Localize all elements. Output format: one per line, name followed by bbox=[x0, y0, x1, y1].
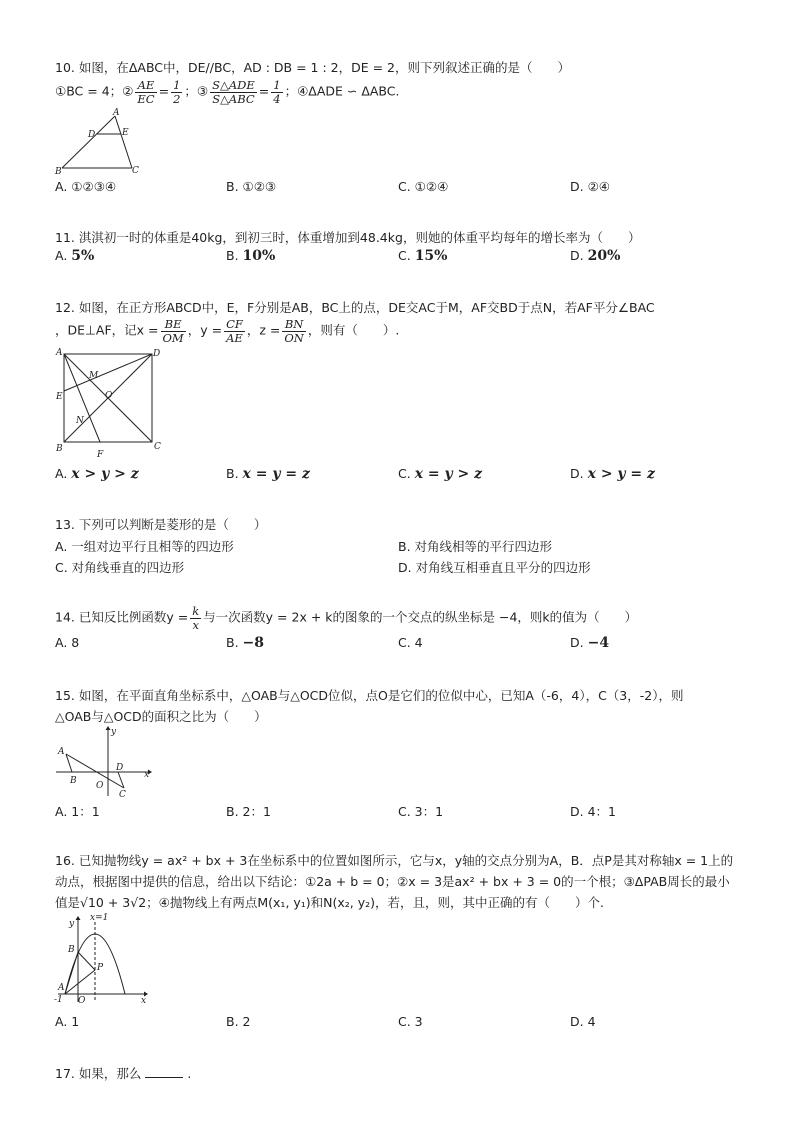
q15-segment-cd bbox=[118, 772, 124, 788]
q12-label-n: N bbox=[76, 416, 84, 426]
q14-option-b-label: B. bbox=[226, 635, 239, 650]
q10-frac3-num: S△ADE bbox=[212, 78, 255, 92]
q10-s2: = bbox=[158, 83, 170, 99]
q10-option-c[interactable]: C. ①②④ bbox=[398, 179, 449, 194]
q16-label-p: P bbox=[97, 963, 104, 973]
q15-label-d: D bbox=[116, 763, 124, 773]
q11-option-c-value: 15% bbox=[414, 248, 448, 264]
q12-s1: ，DE⊥AF，记x = bbox=[55, 322, 159, 338]
q10-s4: = bbox=[258, 83, 270, 99]
q12-label-e: E bbox=[56, 392, 63, 402]
q15-label-y: y bbox=[111, 727, 117, 737]
q13-option-a[interactable]: A. 一组对边平行且相等的四边形 bbox=[55, 539, 234, 554]
q15-option-d[interactable]: D. 4：1 bbox=[570, 804, 616, 819]
q11-option-c[interactable] bbox=[398, 248, 447, 264]
q12-option-a-label: A. bbox=[55, 466, 68, 481]
q16-label-b: B bbox=[68, 945, 75, 955]
q11-option-b-label: B. bbox=[226, 248, 239, 263]
q13-stem: 13. 下列可以判断是菱形的是（ ） bbox=[55, 517, 267, 532]
q16-stem-line3: 值是√10 + 3√2；④抛物线上有两点M(x₁, y₁)和N(x₂, y₂)，若，且，则，其中正确的有（ ）个. bbox=[55, 895, 605, 910]
q12-s2: ，y = bbox=[187, 322, 223, 338]
q11-option-b-value: 10% bbox=[242, 248, 276, 264]
q13-option-b[interactable]: B. 对角线相等的平行四边形 bbox=[398, 539, 553, 554]
q16-y-axis-arrow bbox=[76, 916, 81, 920]
q16-segment-ap bbox=[65, 970, 95, 994]
q10-frac2 bbox=[171, 79, 182, 105]
q14-option-b[interactable] bbox=[226, 635, 264, 651]
q14-option-a[interactable] bbox=[55, 635, 79, 650]
q12-stem: 12. 如图，在正方形ABCD中，E，F分别是AB，BC上的点，DE交AC于M，AF交BD于点N，若AF平分∠BAC bbox=[55, 300, 655, 315]
q10-statements bbox=[55, 79, 400, 105]
q10-label-a: A bbox=[113, 108, 120, 118]
q11-option-d-label: D. bbox=[570, 248, 584, 263]
q12-label-a: A bbox=[56, 348, 63, 358]
q13-option-d[interactable]: D. 对角线互相垂直且平分的四边形 bbox=[398, 560, 591, 575]
q12-option-d-label: D. bbox=[570, 466, 584, 481]
q11-option-d[interactable] bbox=[570, 248, 620, 264]
q17-stem bbox=[55, 1064, 191, 1082]
q16-label-a: A bbox=[58, 983, 65, 993]
q12-option-c-label: C. bbox=[398, 466, 411, 481]
q12-option-c-value: x = y > z bbox=[414, 466, 483, 482]
q11-stem: 11. 淇淇初一时的体重是40kg，到初三时，体重增加到48.4kg，则她的体重平均每年的增长率为（ ） bbox=[55, 230, 641, 245]
q14-s2: 与一次函数y = 2x + k的图象的一个交点的纵坐标是 −4，则k的值为（ ） bbox=[203, 609, 638, 625]
q12-frac-y-den: AE bbox=[226, 330, 243, 345]
q10-frac2-num: 1 bbox=[173, 78, 181, 92]
q14-option-b-value: −8 bbox=[242, 635, 265, 651]
q14-s1: 14. 已知反比例函数y = bbox=[55, 609, 189, 625]
q11-option-a-value: 5% bbox=[71, 248, 95, 264]
q15-option-b[interactable]: B. 2：1 bbox=[226, 804, 271, 819]
q14-option-d-label: D. bbox=[570, 635, 584, 650]
q15-label-x: x bbox=[144, 770, 150, 780]
q10-frac2-den: 2 bbox=[173, 91, 181, 106]
q12-label-d: D bbox=[153, 349, 161, 359]
q17-answer-blank[interactable] bbox=[145, 1067, 183, 1078]
q12-option-b-label: B. bbox=[226, 466, 239, 481]
q10-frac1 bbox=[135, 79, 156, 105]
q16-label-y: y bbox=[69, 919, 75, 929]
q10-s3: ；③ bbox=[184, 83, 209, 99]
q10-label-c: C bbox=[132, 166, 139, 176]
q11-option-b[interactable] bbox=[226, 248, 275, 264]
q10-frac1-num: AE bbox=[135, 79, 156, 93]
q12-frac-x-num: BE bbox=[161, 318, 186, 332]
q12-option-d[interactable] bbox=[570, 466, 655, 482]
q16-label-x1: x=1 bbox=[90, 913, 109, 923]
q12-option-c[interactable] bbox=[398, 466, 482, 482]
q12-frac-x-den: OM bbox=[162, 330, 184, 345]
q16-segment-ab bbox=[65, 952, 78, 994]
q15-coordinate-figure bbox=[52, 724, 156, 800]
q16-label-o: O bbox=[78, 996, 86, 1006]
q14-option-a-label: A. 8 bbox=[55, 635, 80, 650]
q10-label-e: E bbox=[122, 128, 129, 138]
q13-option-c[interactable]: C. 对角线垂直的四边形 bbox=[55, 560, 185, 575]
q12-square-figure bbox=[52, 345, 164, 463]
q14-stem bbox=[55, 605, 637, 631]
q10-s5: ；④ΔADE ∽ ΔABC. bbox=[284, 83, 400, 99]
q10-side-ac bbox=[115, 116, 132, 168]
q16-stem-line1: 16. 已知抛物线y = ax² + bx + 3在坐标系中的位置如图所示，它与x，y轴的交点分别为A，B．点P是其对称轴x = 1上的 bbox=[55, 853, 734, 868]
q12-label-f: F bbox=[97, 450, 104, 460]
q12-frac-z-den: ON bbox=[284, 330, 304, 345]
q12-s4: ，则有（ ）. bbox=[307, 322, 400, 338]
q10-triangle-figure bbox=[52, 106, 152, 178]
q12-frac-y bbox=[224, 318, 245, 344]
q15-y-axis-arrow bbox=[106, 726, 111, 730]
q16-segment-bp bbox=[78, 952, 95, 970]
q10-frac3 bbox=[210, 79, 257, 105]
q12-frac-z bbox=[282, 318, 306, 344]
q12-label-b: B bbox=[56, 444, 63, 454]
q15-option-c[interactable]: C. 3：1 bbox=[398, 804, 444, 819]
q12-segment-af bbox=[64, 354, 100, 442]
q15-option-a[interactable]: A. 1：1 bbox=[55, 804, 100, 819]
q11-option-d-value: 20% bbox=[587, 248, 621, 264]
q11-option-a[interactable] bbox=[55, 248, 94, 264]
q12-frac-x bbox=[161, 318, 186, 344]
q10-option-b[interactable]: B. ①②③ bbox=[226, 179, 277, 194]
q12-frac-y-num: CF bbox=[226, 317, 243, 331]
q16-option-b[interactable]: B. 2 bbox=[226, 1014, 251, 1029]
q12-option-a-value: x > y > z bbox=[71, 466, 139, 482]
q16-option-d[interactable]: D. 4 bbox=[570, 1014, 596, 1029]
q12-option-a[interactable] bbox=[55, 466, 139, 482]
q14-option-d-value: −4 bbox=[587, 635, 610, 651]
q15-stem-line1: 15. 如图，在平面直角坐标系中，△OAB与△OCD位似，点O是它们的位似中心，已知A（-6，4），C（3，-2），则 bbox=[55, 688, 684, 703]
q16-parabola-figure bbox=[52, 908, 156, 1006]
q11-option-a-label: A. bbox=[55, 248, 68, 263]
q10-frac1-den: EC bbox=[137, 91, 155, 106]
q10-frac4-den: 4 bbox=[273, 91, 281, 106]
q16-label-minus1: -1 bbox=[54, 995, 63, 1005]
q12-s3: ，z = bbox=[246, 322, 281, 338]
q10-label-d: D bbox=[88, 130, 96, 140]
q16-stem-line2: 动点，根据图中提供的信息，给出以下结论：①2a + b = 0；②x = 3是ax² + bx + 3 = 0的一个根；③ΔPAB周长的最小 bbox=[55, 874, 730, 889]
q12-label-o: O bbox=[105, 391, 113, 401]
q12-frac-z-num: BN bbox=[282, 318, 306, 332]
q17-s1: 17. 如果，那么 bbox=[55, 1066, 142, 1081]
q10-stem: 10. 如图，在ΔABC中，DE//BC，AD : DB = 1 : 2，DE = 2，则下列叙述正确的是（ ） bbox=[55, 60, 570, 75]
q16-option-a[interactable]: A. 1 bbox=[55, 1014, 80, 1029]
q15-label-a: A bbox=[58, 747, 65, 757]
q14-frac-den: x bbox=[192, 617, 199, 632]
q12-option-b-value: x = y = z bbox=[242, 466, 310, 482]
q10-side-ab bbox=[62, 116, 115, 168]
q10-option-a[interactable]: A. ①②③④ bbox=[55, 179, 117, 194]
q15-stem-line2: △OAB与△OCD的面积之比为（ ） bbox=[55, 709, 267, 724]
q10-option-d[interactable]: D. ②④ bbox=[570, 179, 610, 194]
q12-option-b[interactable] bbox=[226, 466, 310, 482]
q14-frac-k-over-x bbox=[190, 605, 201, 631]
q15-label-b: B bbox=[70, 776, 77, 786]
q11-option-c-label: C. bbox=[398, 248, 411, 263]
q14-frac-num: k bbox=[192, 604, 200, 618]
q14-option-d[interactable] bbox=[570, 635, 609, 651]
q12-option-d-value: x > y = z bbox=[587, 466, 655, 482]
q10-label-b: B bbox=[55, 167, 62, 177]
q10-frac4-num: 1 bbox=[273, 78, 281, 92]
q15-label-c: C bbox=[119, 790, 126, 800]
q16-label-x: x bbox=[141, 996, 147, 1006]
q14-option-c[interactable] bbox=[398, 635, 423, 650]
q15-label-o: O bbox=[96, 781, 104, 791]
q10-s1: ①BC = 4；② bbox=[55, 83, 134, 99]
q16-option-c[interactable]: C. 3 bbox=[398, 1014, 423, 1029]
q12-definitions bbox=[55, 318, 399, 344]
q12-label-c: C bbox=[154, 442, 161, 452]
q10-frac4 bbox=[271, 79, 282, 105]
q14-option-c-label: C. 4 bbox=[398, 635, 423, 650]
q17-s2: . bbox=[187, 1066, 192, 1081]
q10-frac3-den: S△ABC bbox=[212, 91, 255, 106]
q12-label-m: M bbox=[89, 371, 99, 381]
